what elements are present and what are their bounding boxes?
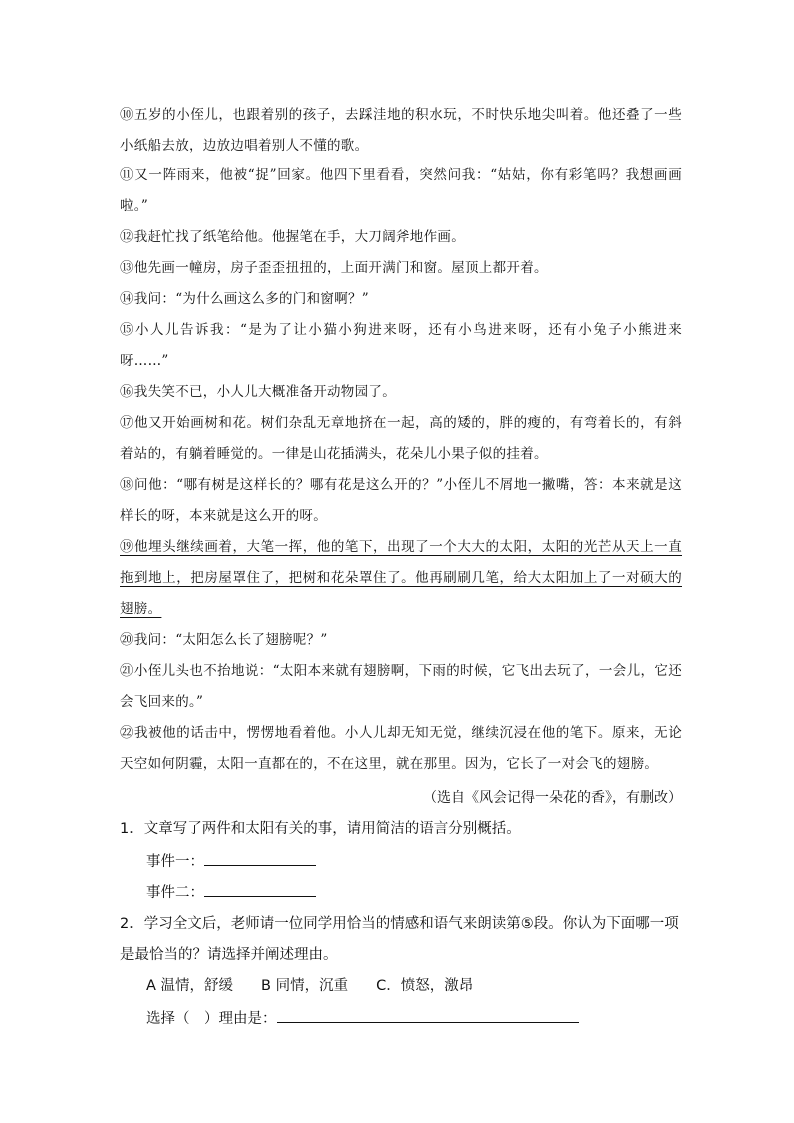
paragraph-10: ⑩五岁的小侄儿，也跟着别的孩子，去踩洼地的积水玩，不时快乐地尖叫着。他还叠了一些小纸船去放，边放边唱着别人不懂的歌。 xyxy=(120,107,682,154)
event-1-answer-blank[interactable] xyxy=(204,849,316,866)
event-2-answer-blank[interactable] xyxy=(204,880,316,897)
question-1-event-1 xyxy=(120,847,708,878)
question-2-answer xyxy=(120,1004,708,1035)
question-2-prompt: 2．学习全文后，老师请一位同学用恰当的情感和语气来朗读第⑤段。你认为下面哪一项是最恰当的？请选择并阐述理由。 xyxy=(120,916,679,963)
source-citation: （选自《风会记得一朵花的香》，有删改） xyxy=(423,790,682,806)
paragraph-12: ⑫我赶忙找了纸笔给他。他握笔在手，大刀阔斧地作画。 xyxy=(120,229,465,245)
option-b[interactable]: B 同情，沉重 xyxy=(261,978,349,994)
paragraph-22: ㉒我被他的话击中，愣愣地看着他。小人儿却无知无觉，继续沉浸在他的笔下。原来，无论天空如何阴霾，太阳一直都在的，不在这里，就在那里。因为，它长了一对会飞的翅膀。 xyxy=(120,725,682,772)
paragraph-21: ㉑小侄儿头也不抬地说：“太阳本来就有翅膀啊，下雨的时候，它飞出去玩了，一会儿，它还会飞回来的。” xyxy=(120,663,682,710)
paragraph-20: ⑳我问：“太阳怎么长了翅膀呢？” xyxy=(120,632,328,648)
paragraph-11: ⑪又一阵雨来，他被“捉”回家。他四下里看看，突然问我：“姑姑，你有彩笔吗？我想画画啦。” xyxy=(120,167,682,214)
paragraph-16: ⑯我失笑不已，小人儿大概准备开动物园了。 xyxy=(120,384,396,400)
paragraph-19-underlined: ⑲他埋头继续画着，大笔一挥，他的笔下，出现了一个大大的太阳，太阳的光芒从天上一直拖到地上，把房屋罩住了，把树和花朵罩住了。他再刷刷几笔，给大太阳加上了一对硕大的翅膀。 xyxy=(120,539,682,617)
question-1-event-2 xyxy=(120,878,708,909)
answer-label: 选择（ ）理由是： xyxy=(146,1011,277,1027)
option-a[interactable]: A 温情，舒缓 xyxy=(146,978,234,994)
paragraph-14: ⑭我问：“为什么画这么多的门和窗啊？” xyxy=(120,291,370,307)
reason-answer-blank[interactable] xyxy=(277,1006,579,1023)
option-c[interactable]: C．愤怒，激昂 xyxy=(376,978,474,994)
question-2-options xyxy=(120,971,708,1002)
question-1-prompt: 1．文章写了两件和太阳有关的事，请用简洁的语言分别概括。 xyxy=(120,821,521,837)
event-2-label: 事件二： xyxy=(146,885,204,901)
paragraph-17: ⑰他又开始画树和花。树们杂乱无章地挤在一起，高的矮的，胖的瘦的，有弯着长的，有斜着站的，有躺着睡觉的。一律是山花插满头，花朵儿小果子似的挂着。 xyxy=(120,415,682,462)
event-1-label: 事件一： xyxy=(146,854,204,870)
paragraph-15: ⑮小人儿告诉我：“是为了让小猫小狗进来呀，还有小鸟进来呀，还有小兔子小熊进来呀……” xyxy=(120,322,682,369)
paragraph-13: ⑬他先画一幢房，房子歪歪扭扭的，上面开满门和窗。屋顶上都开着。 xyxy=(120,260,548,276)
paragraph-18: ⑱问他：“哪有树是这样长的？哪有花是这么开的？”小侄儿不屑地一撇嘴，答：本来就是这样长的呀，本来就是这么开的呀。 xyxy=(120,477,682,524)
